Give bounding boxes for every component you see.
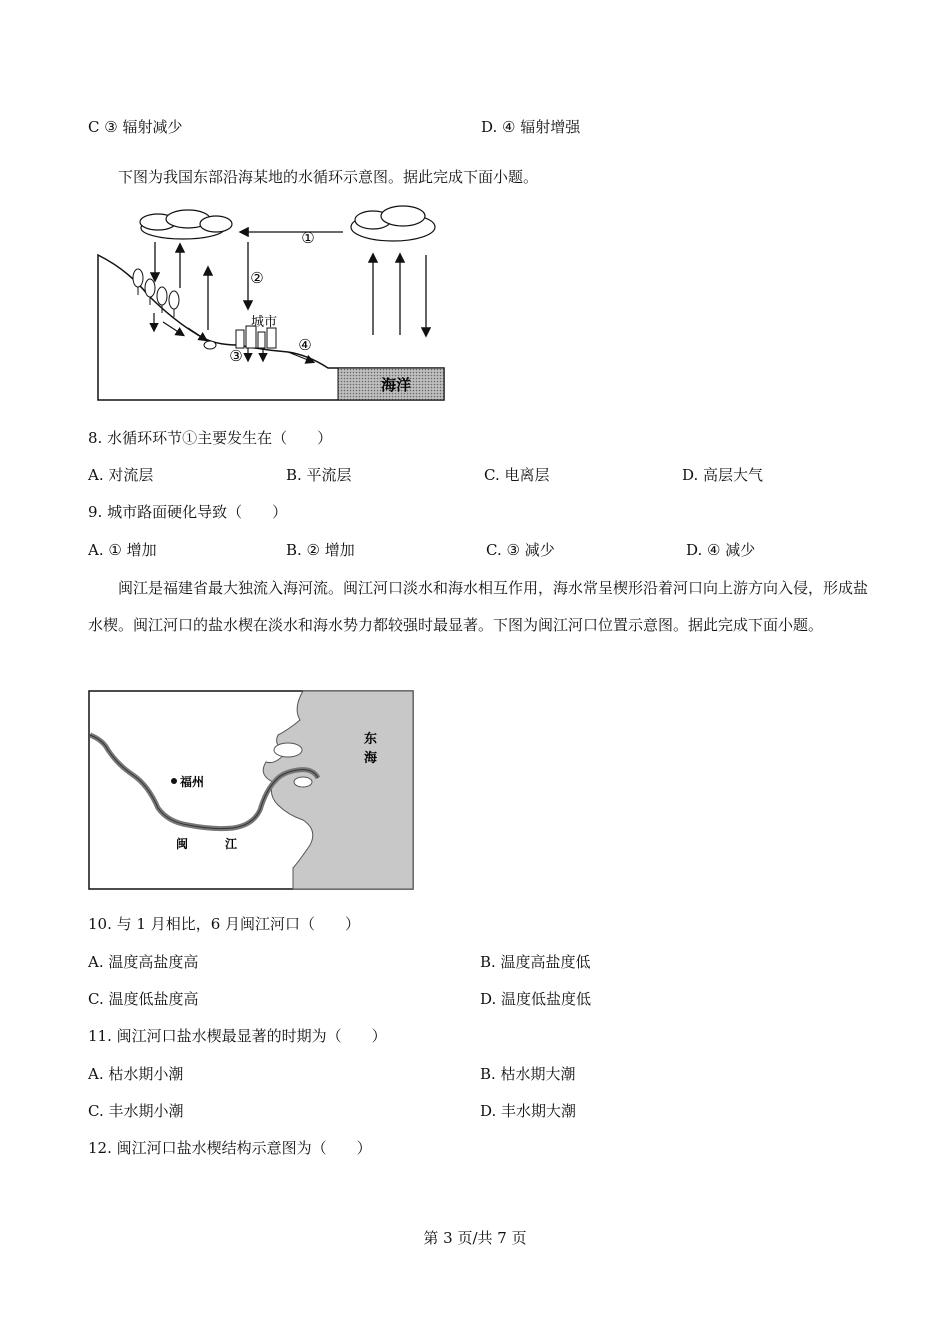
q9-stem: 9. 城市路面硬化导致（ ） xyxy=(88,503,288,521)
label-city: 城市 xyxy=(250,315,278,330)
q7-option-c: C ③ 辐射减少 xyxy=(88,118,183,136)
label-3: ③ xyxy=(229,347,243,365)
q8-stem: 8. 水循环环节①主要发生在（ ） xyxy=(88,429,333,447)
q12-stem: 12. 闽江河口盐水楔结构示意图为（ ） xyxy=(88,1139,372,1157)
cloud-left xyxy=(140,210,232,239)
q8-option-a: A. 对流层 xyxy=(88,466,154,484)
fuzhou-dot xyxy=(171,778,177,784)
label-hai: 海 xyxy=(364,751,378,766)
cloud-right xyxy=(351,206,435,241)
water-cycle-figure xyxy=(88,200,458,405)
label-4: ④ xyxy=(298,336,312,354)
label-dong: 东 xyxy=(364,732,378,747)
q10-option-d: D. 温度低盐度低 xyxy=(480,990,592,1008)
q11-option-c: C. 丰水期小潮 xyxy=(88,1102,184,1120)
q10-option-c: C. 温度低盐度高 xyxy=(88,990,199,1008)
q11-option-a: A. 枯水期小潮 xyxy=(88,1065,184,1083)
label-min: 闽 xyxy=(176,837,189,851)
q11-option-b: B. 枯水期大潮 xyxy=(480,1065,576,1083)
q9-option-d: D. ④ 减少 xyxy=(686,541,756,559)
q8-option-d: D. 高层大气 xyxy=(682,466,764,484)
q10-stem: 10. 与 1 月相比，6 月闽江河口（ ） xyxy=(88,915,361,933)
q7-option-d: D. ④ 辐射增强 xyxy=(481,118,581,136)
minjiang-map xyxy=(88,690,414,890)
q8-option-b: B. 平流层 xyxy=(286,466,352,484)
q9-option-b: B. ② 增加 xyxy=(286,541,355,559)
intro-minjiang: 闽江是福建省最大独流入海河流。闽江河口淡水和海水相互作用，海水常呈楔形沿着河口向上游方向入侵，形成盐水楔。闽江河口的盐水楔在淡水和海水势力都较强时最显著。下图为闽江河口位置示意图。据此完成下面小题。 xyxy=(88,579,869,634)
q11-option-d: D. 丰水期大潮 xyxy=(480,1102,577,1120)
intro-water-cycle: 下图为我国东部沿海某地的水循环示意图。据此完成下面小题。 xyxy=(118,168,539,186)
q9-option-a: A. ① 增加 xyxy=(88,541,157,559)
label-fuzhou: 福州 xyxy=(180,775,205,789)
label-2: ② xyxy=(250,269,264,287)
q11-stem: 11. 闽江河口盐水楔最显著的时期为（ ） xyxy=(88,1027,387,1045)
label-jiang: 江 xyxy=(225,837,238,851)
q10-option-a: A. 温度高盐度高 xyxy=(88,953,199,971)
q9-option-c: C. ③ 减少 xyxy=(486,541,555,559)
q8-option-c: C. 电离层 xyxy=(484,466,550,484)
label-ocean: 海洋 xyxy=(380,376,412,394)
q10-option-b: B. 温度高盐度低 xyxy=(480,953,591,971)
label-1: ① xyxy=(301,229,315,247)
page-footer: 第 3 页/共 7 页 xyxy=(423,1229,527,1247)
